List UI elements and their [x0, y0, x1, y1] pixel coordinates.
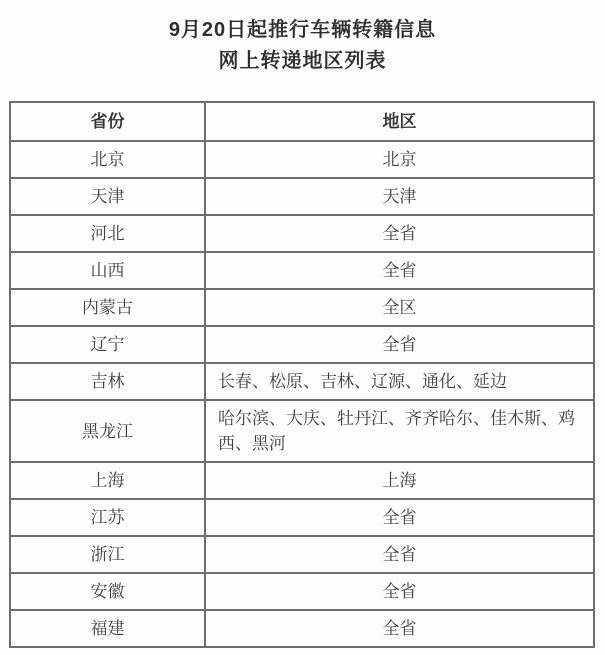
region-cell: 全省 [205, 326, 594, 363]
table-row [10, 215, 594, 252]
region-cell: 全区 [205, 289, 594, 326]
table-row [10, 289, 594, 326]
province-cell: 福建 [10, 610, 205, 647]
region-cell: 全省 [205, 252, 594, 289]
table-row [10, 400, 594, 462]
province-cell: 山西 [10, 252, 205, 289]
table-row [10, 573, 594, 610]
province-cell: 河北 [10, 215, 205, 252]
column-header-region: 地区 [205, 102, 594, 141]
province-cell: 江苏 [10, 499, 205, 536]
province-cell: 内蒙古 [10, 289, 205, 326]
province-cell: 上海 [10, 462, 205, 499]
table-row [10, 363, 594, 400]
table-row [10, 536, 594, 573]
province-cell: 安徽 [10, 573, 205, 610]
region-cell: 全省 [205, 499, 594, 536]
table-row [10, 499, 594, 536]
region-cell: 长春、松原、吉林、辽源、通化、延边 [205, 363, 594, 400]
region-cell: 哈尔滨、大庆、牡丹江、齐齐哈尔、佳木斯、鸡西、黑河 [205, 400, 594, 462]
province-cell: 吉林 [10, 363, 205, 400]
region-cell: 上海 [205, 462, 594, 499]
table-row [10, 178, 594, 215]
page-title [0, 0, 605, 77]
table-row [10, 610, 594, 647]
table-row [10, 252, 594, 289]
table-row [10, 141, 594, 178]
province-cell: 黑龙江 [10, 400, 205, 462]
region-cell: 全省 [205, 610, 594, 647]
table-row [10, 462, 594, 499]
region-cell: 北京 [205, 141, 594, 178]
province-cell: 浙江 [10, 536, 205, 573]
region-cell: 天津 [205, 178, 594, 215]
region-cell: 全省 [205, 573, 594, 610]
region-cell: 全省 [205, 215, 594, 252]
province-cell: 辽宁 [10, 326, 205, 363]
province-cell: 天津 [10, 178, 205, 215]
table-header-row [10, 102, 594, 141]
page-title-line2: 网上转递地区列表 [218, 50, 387, 72]
column-header-province: 省份 [10, 102, 205, 141]
region-transfer-table [9, 101, 595, 648]
region-cell: 全省 [205, 536, 594, 573]
table-row [10, 326, 594, 363]
province-cell: 北京 [10, 141, 205, 178]
page-title-line1: 9月20日起推行车辆转籍信息 [168, 19, 437, 41]
